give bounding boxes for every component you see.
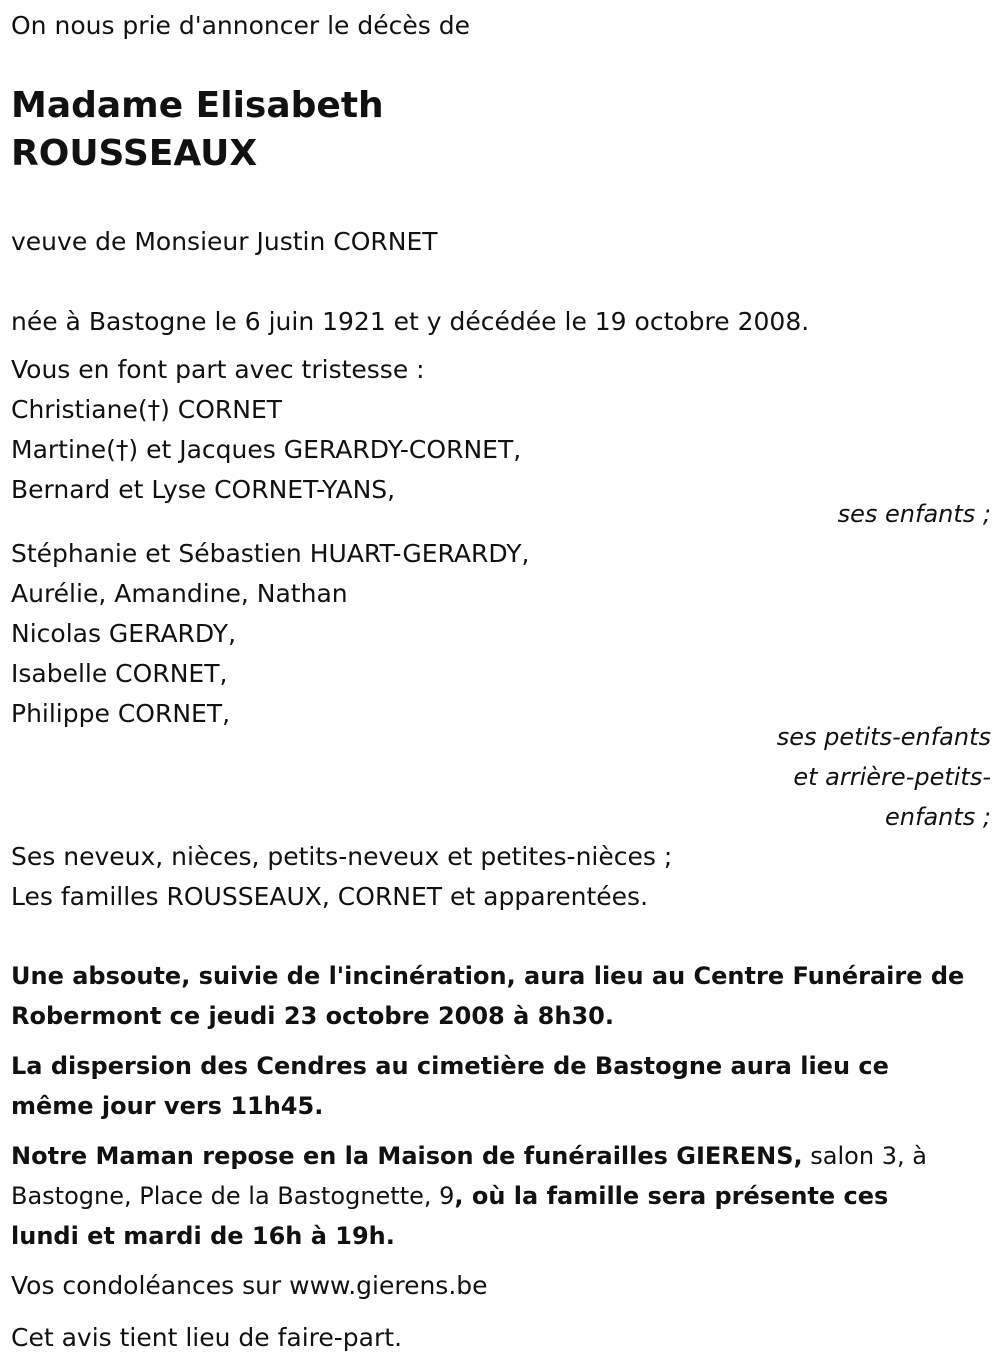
- part-intro-text: Vous en font part avec tristesse :: [11, 355, 425, 384]
- relatives-line: Les familles ROUSSEAUX, CORNET et apparentées.: [11, 882, 649, 911]
- child-line: Christiane(†) CORNET: [11, 395, 283, 424]
- repose-normal-text: Bastogne, Place de la Bastognette, 9: [11, 1182, 455, 1210]
- repose-normal-text: salon 3, à: [802, 1142, 927, 1170]
- intro-text: On nous prie d'annoncer le décès de: [11, 11, 470, 40]
- grandchild-line: Nicolas GERARDY,: [11, 619, 237, 648]
- ceremony-line: Une absoute, suivie de l'incinération, aura lieu au Centre Funéraire de: [11, 962, 965, 990]
- repose-line-2: [11, 1176, 888, 1216]
- child-line: Bernard et Lyse CORNET-YANS,: [11, 475, 396, 504]
- grandchildren-label: ses petits-enfants: [776, 723, 991, 751]
- repose-bold-text: Notre Maman repose en la Maison de funérailles GIERENS,: [11, 1142, 803, 1170]
- deceased-last-name: ROUSSEAUX: [11, 133, 258, 174]
- grandchildren-label: et arrière-petits-: [793, 763, 991, 791]
- widow-text: veuve de Monsieur Justin CORNET: [11, 227, 438, 256]
- grandchild-line: Isabelle CORNET,: [11, 659, 228, 688]
- dispersion-line: La dispersion des Cendres au cimetière de Bastogne aura lieu ce: [11, 1052, 889, 1080]
- children-label: ses enfants ;: [837, 500, 991, 528]
- repose-bold-text: lundi et mardi de 16h à 19h.: [11, 1222, 395, 1250]
- repose-line-1: [11, 1136, 927, 1176]
- ceremony-line: Robermont ce jeudi 23 octobre 2008 à 8h30.: [11, 1002, 614, 1030]
- repose-bold-text: , où la famille sera présente ces: [454, 1182, 889, 1210]
- relatives-line: Ses neveux, nièces, petits-neveux et petites-nièces ;: [11, 842, 673, 871]
- grandchildren-label: enfants ;: [885, 803, 991, 831]
- deceased-first-name: Madame Elisabeth: [11, 85, 384, 126]
- condolences-text: Vos condoléances sur www.gierens.be: [11, 1271, 488, 1300]
- grandchild-line: Stéphanie et Sébastien HUART-GERARDY,: [11, 539, 530, 568]
- grandchild-line: Philippe CORNET,: [11, 699, 231, 728]
- dispersion-line: même jour vers 11h45.: [11, 1092, 324, 1120]
- repose-line-3: [11, 1216, 395, 1256]
- grandchild-line: Aurélie, Amandine, Nathan: [11, 579, 348, 608]
- birth-death-text: née à Bastogne le 6 juin 1921 et y décédée le 19 octobre 2008.: [11, 307, 810, 336]
- closing-text: Cet avis tient lieu de faire-part.: [11, 1323, 403, 1352]
- child-line: Martine(†) et Jacques GERARDY-CORNET,: [11, 435, 522, 464]
